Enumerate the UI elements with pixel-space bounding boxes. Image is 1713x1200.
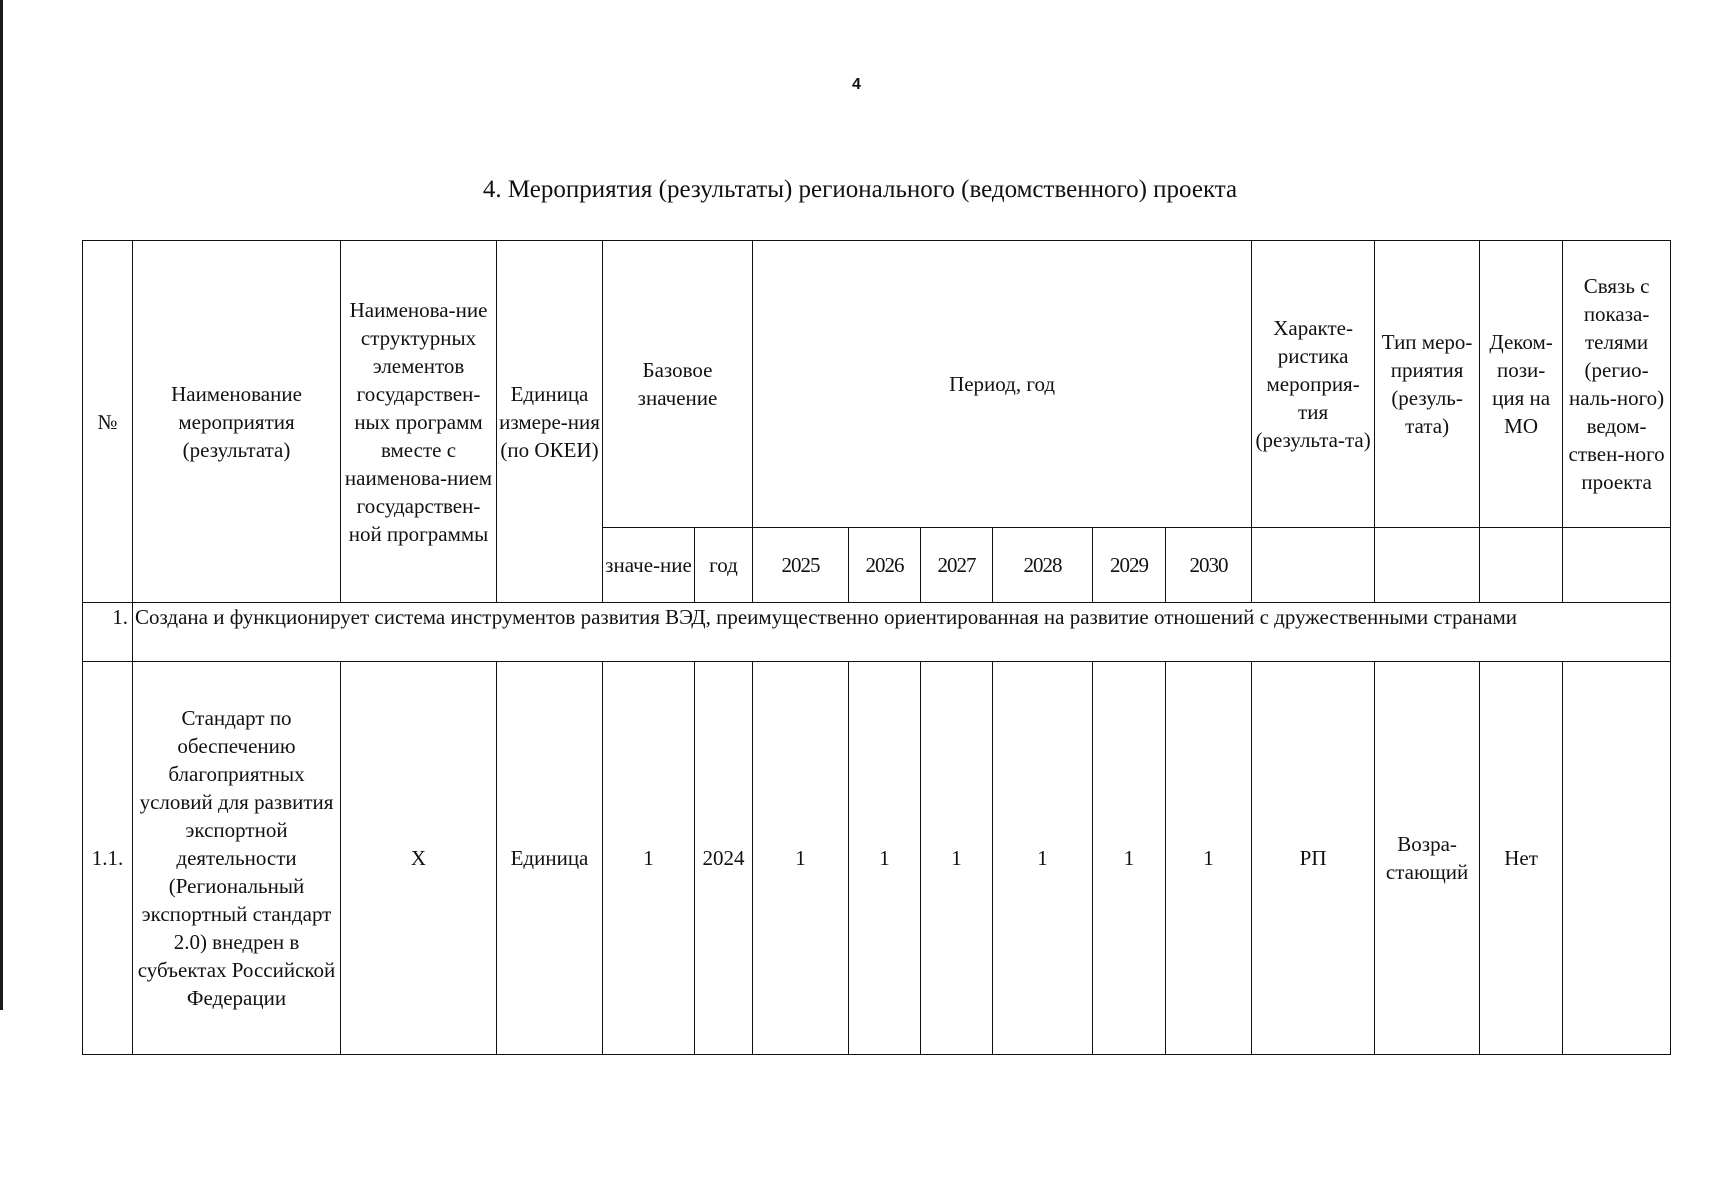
header-row [83, 241, 1671, 528]
header-characteristic: Характе-ристика мероприя-тия (результа-та) [1252, 241, 1375, 528]
item-value-2026: 1 [849, 662, 921, 1055]
item-value-2030: 1 [1166, 662, 1252, 1055]
item-link [1563, 662, 1671, 1055]
item-unit: Единица [497, 662, 603, 1055]
header-base-value: значе-ние [603, 528, 695, 603]
section-number: 1. [83, 603, 133, 662]
item-base-year: 2024 [695, 662, 753, 1055]
header-year-2027: 2027 [921, 528, 993, 603]
header-link: Связь с показа-телями (регио-наль-ного) ведом-ствен-ного проекта [1563, 241, 1671, 528]
page-edge-line [0, 0, 3, 1010]
item-characteristic: РП [1252, 662, 1375, 1055]
page-number: 4 [852, 76, 861, 93]
header-type-empty [1375, 528, 1480, 603]
item-value-2029: 1 [1093, 662, 1166, 1055]
header-unit: Единица измере-ния (по ОКЕИ) [497, 241, 603, 603]
header-year-2029: 2029 [1093, 528, 1166, 603]
header-base: Базовое значение [603, 241, 753, 528]
header-year-2028: 2028 [993, 528, 1093, 603]
section-row-title: Создана и функционирует система инструментов развития ВЭД, преимущественно ориентированная на развитие отношений с дружественными странами [133, 603, 1671, 662]
header-type: Тип меро-приятия (резуль-тата) [1375, 241, 1480, 528]
item-structural: X [341, 662, 497, 1055]
header-base-year: год [695, 528, 753, 603]
section-row [83, 603, 1671, 662]
header-link-empty [1563, 528, 1671, 603]
item-base-value: 1 [603, 662, 695, 1055]
header-no: № [83, 241, 133, 603]
header-year-2026: 2026 [849, 528, 921, 603]
header-characteristic-empty [1252, 528, 1375, 603]
header-year-2025: 2025 [753, 528, 849, 603]
header-decomposition-empty [1480, 528, 1563, 603]
header-period: Период, год [753, 241, 1252, 528]
header-name: Наименование мероприятия (результата) [133, 241, 341, 603]
header-year-2030: 2030 [1166, 528, 1252, 603]
item-value-2025: 1 [753, 662, 849, 1055]
table-row [83, 662, 1671, 1055]
item-value-2027: 1 [921, 662, 993, 1055]
item-value-2028: 1 [993, 662, 1093, 1055]
header-decomposition: Деком-пози-ция на МО [1480, 241, 1563, 528]
measures-table [82, 240, 1671, 1055]
header-structural-elements: Наименова-ние структурных элементов государствен-ных программ вместе с наименова-нием государствен-ной программы [341, 241, 497, 603]
section-title: 4. Мероприятия (результаты) регионального (ведомственного) проекта [482, 176, 1238, 203]
item-decomposition: Нет [1480, 662, 1563, 1055]
item-number: 1.1. [83, 662, 133, 1055]
item-name: Стандарт по обеспечению благоприятных условий для развития экспортной деятельности (Региональный экспортный стандарт 2.0) внедрен в субъектах Российской Федерации [133, 662, 341, 1055]
item-type: Возра-стающий [1375, 662, 1480, 1055]
